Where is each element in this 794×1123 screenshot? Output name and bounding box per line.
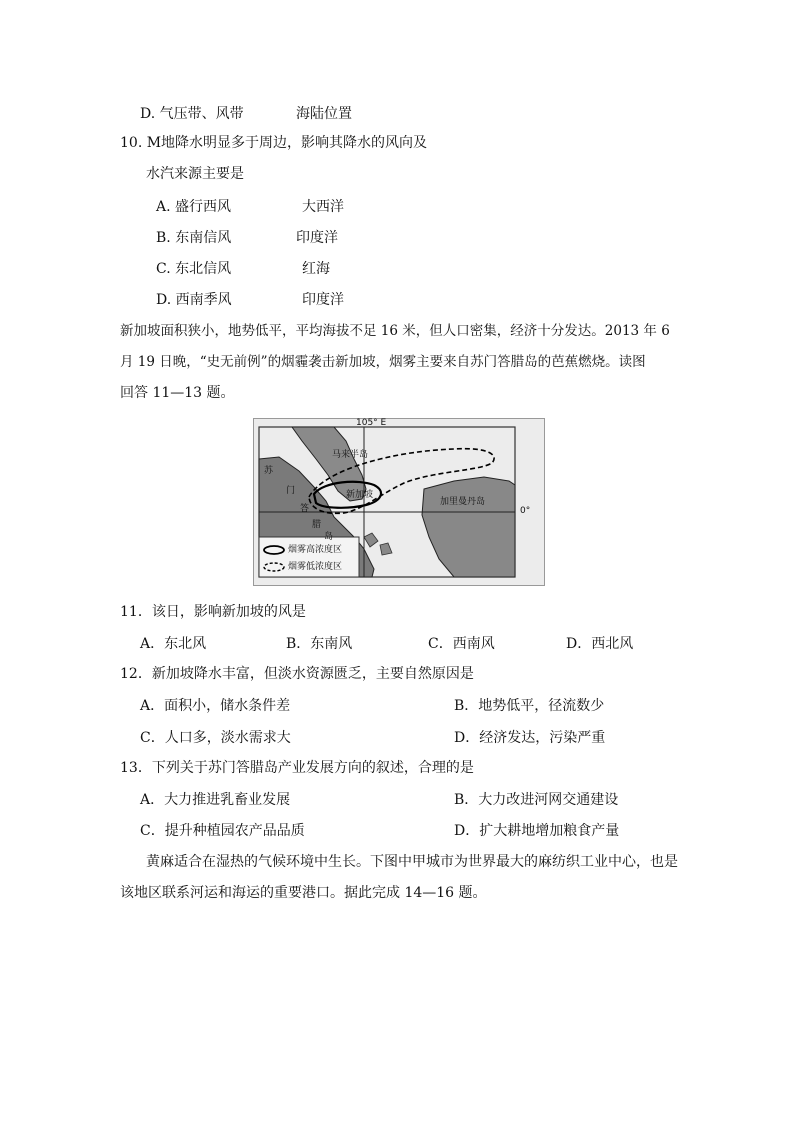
q13-option-d: D．扩大耕地增加粮食产量 [454,823,620,839]
intro-line3: 回答 11—13 题。 [120,385,235,401]
map-sumatra-label-4: 腊 [312,520,322,530]
map-meridian-label: 105° E [356,418,387,428]
q11-option-c: C．西南风 [428,636,495,652]
q9-option-d-value: 海陆位置 [296,106,352,122]
outro-line1: 黄麻适合在湿热的气候环境中生长。下图中甲城市为世界最大的麻纺织工业中心，也是 [146,854,678,870]
q10-option-a-value: 大西洋 [302,199,344,215]
q12-stem: 12．新加坡降水丰富，但淡水资源匮乏，主要自然原因是 [120,666,474,682]
q9-option-d-label: D. 气压带、风带 [140,106,244,122]
q13-option-c: C．提升种植园农产品品质 [140,823,305,839]
q10-option-c-label: C. 东北信风 [156,261,232,277]
q10-option-d-value: 印度洋 [302,292,344,308]
intro-line2: 月 19 日晚，“史无前例”的烟霾袭击新加坡，烟雾主要来自苏门答腊岛的芭蕉燃烧。读图 [120,354,646,370]
q12-option-a: A．面积小，储水条件差 [140,698,291,714]
map-sumatra-label-3: 答 [300,504,310,514]
singapore-haze-map [253,418,545,586]
map-malay-label: 马来半岛 [332,450,369,460]
q11-option-d: D．西北风 [566,636,634,652]
q10-option-a-label: A. 盛行西风 [156,199,232,215]
q12-option-d: D．经济发达，污染严重 [454,730,606,746]
q13-stem: 13．下列关于苏门答腊岛产业发展方向的叙述，合理的是 [120,760,474,776]
q11-option-a: A．东北风 [140,636,207,652]
outro-line2: 该地区联系河运和海运的重要港口。据此完成 14—16 题。 [120,885,487,901]
q11-option-b: B．东南风 [286,636,353,652]
map-kalimantan-label: 加里曼丹岛 [440,497,486,507]
q11-stem: 11．该日，影响新加坡的风是 [120,604,306,620]
map-sumatra-label-1: 苏 [264,466,274,476]
q13-option-a: A．大力推进乳畜业发展 [140,792,291,808]
q10-option-b-label: B. 东南信风 [156,230,232,246]
q13-option-b: B．大力改进河网交通建设 [454,792,619,808]
map-equator-label: 0° [520,506,531,516]
q12-option-b: B．地势低平，径流数少 [454,698,605,714]
q10-option-b-value: 印度洋 [296,230,338,246]
map-legend-low-label: 烟雾低浓度区 [288,562,343,572]
q10-stem-line2: 水汽来源主要是 [146,166,244,182]
q12-option-c: C．人口多，淡水需求大 [140,730,291,746]
q10-stem-line1: 10. M地降水明显多于周边，影响其降水的风向及 [120,135,428,151]
q10-option-c-value: 红海 [302,261,330,277]
q10-option-d-label: D. 西南季风 [156,292,232,308]
map-sumatra-label-5: 岛 [324,532,334,542]
map-singapore-label: 新加坡 [346,490,374,500]
map-legend-high-label: 烟雾高浓度区 [288,545,343,555]
intro-line1: 新加坡面积狭小，地势低平，平均海拔不足 16 米，但人口密集，经济十分发达。2013 年 6 [120,323,670,339]
map-sumatra-label-2: 门 [286,486,296,496]
